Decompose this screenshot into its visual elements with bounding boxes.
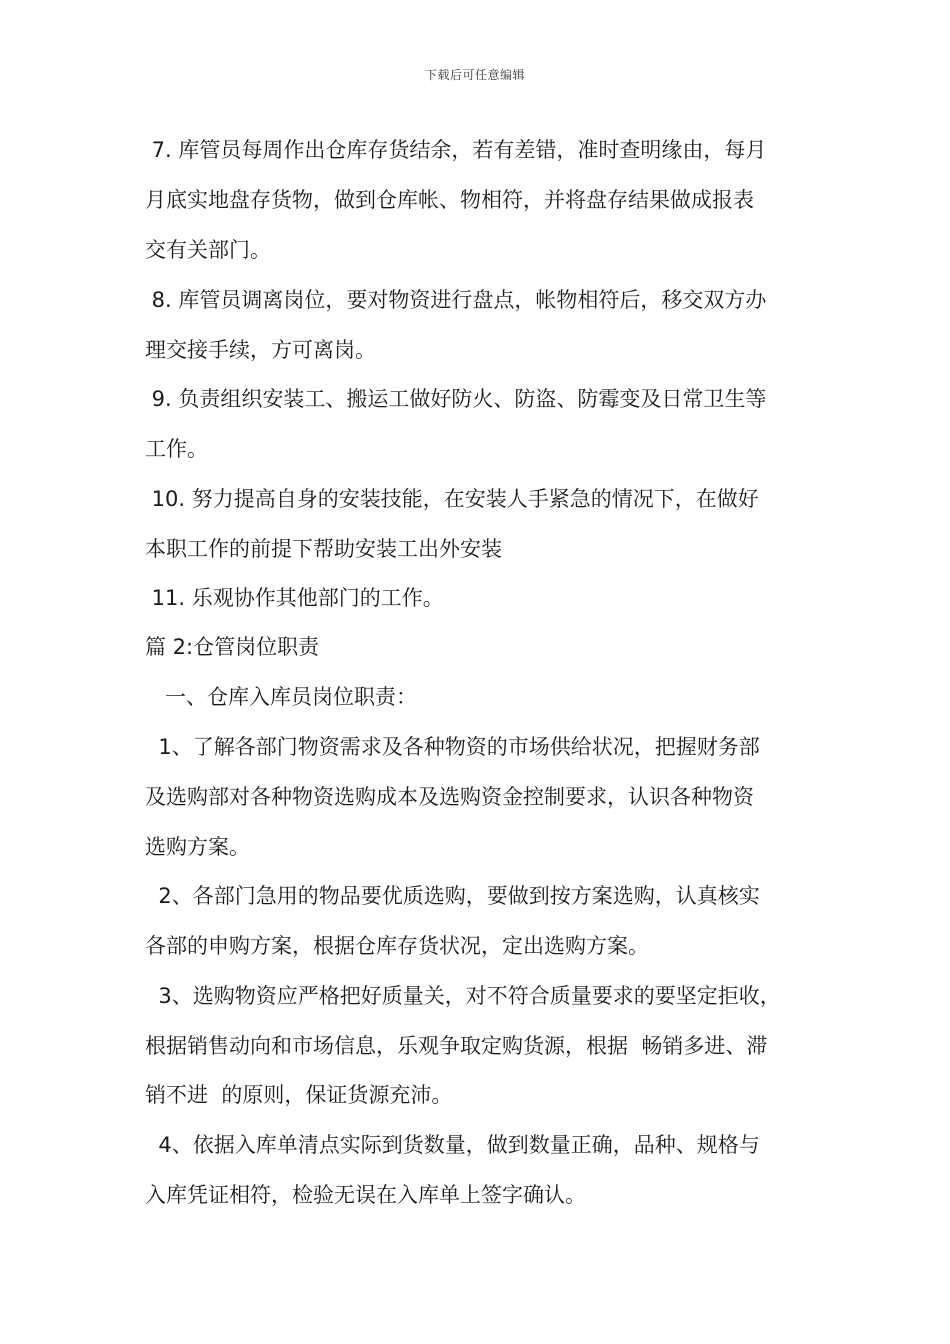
text-line: 1、了解各部门物资需求及各种物资的市场供给状况，把握财务部 — [145, 735, 760, 759]
text-line: 选购方案。 — [145, 835, 250, 859]
text-line: 本职工作的前提下帮助安装工出外安装 — [145, 537, 502, 561]
text-line: 10. 努力提高自身的安装技能，在安装人手紧急的情况下，在做好 — [145, 487, 759, 511]
text-line: 9. 负责组织安装工、搬运工做好防火、防盗、防霉变及日常卫生等 — [145, 387, 767, 411]
text-line: 4、依据入库单清点实际到货数量，做到数量正确，品种、规格与 — [145, 1133, 760, 1157]
text-line: 2、各部门急用的物品要优质选购，要做到按方案选购，认真核实 — [145, 884, 760, 908]
text-line: 理交接手续，方可离岗。 — [145, 338, 376, 362]
subsection-heading: 一、仓库入库员岗位职责： — [145, 685, 418, 709]
text-line: 根据销售动向和市场信息，乐观争取定购货源，根据 畅销多进、滞 — [145, 1034, 768, 1058]
text-line: 7. 库管员每周作出仓库存货结余，若有差错，准时查明缘由，每月 — [145, 138, 767, 162]
text-line: 月底实地盘存货物，做到仓库帐、物相符，并将盘存结果做成报表 — [145, 188, 754, 212]
text-line: 11. 乐观协作其他部门的工作。 — [145, 586, 444, 610]
page-header: 下载后可任意编辑 — [424, 68, 525, 82]
text-line: 销不进 的原则，保证货源充沛。 — [145, 1083, 453, 1107]
text-line: 入库凭证相符，检验无误在入库单上签字确认。 — [145, 1183, 586, 1207]
text-line: 3、选购物资应严格把好质量关，对不符合质量要求的要坚定拒收， — [145, 984, 781, 1008]
text-line: 及选购部对各种物资选购成本及选购资金控制要求，认识各种物资 — [145, 785, 754, 809]
text-line: 工作。 — [145, 437, 208, 461]
text-line: 8. 库管员调离岗位，要对物资进行盘点，帐物相符后，移交双方办 — [145, 288, 767, 312]
text-line: 交有关部门。 — [145, 238, 271, 262]
section-heading: 篇 2:仓管岗位职责 — [145, 635, 320, 659]
text-line: 各部的申购方案，根据仓库存货状况，定出选购方案。 — [145, 934, 649, 958]
